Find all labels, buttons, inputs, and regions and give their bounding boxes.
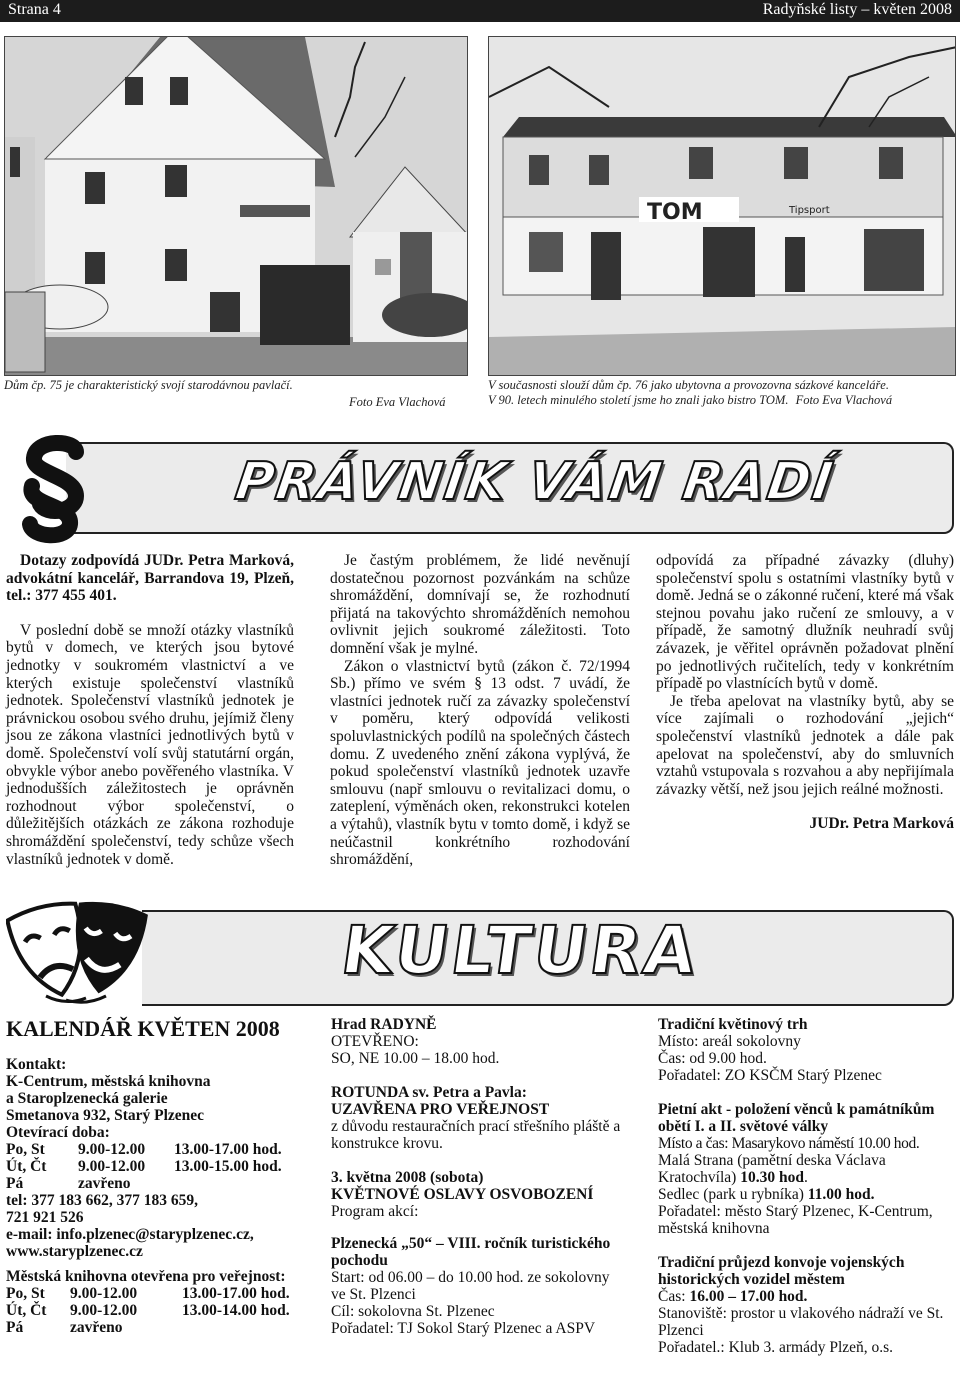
caption-right-line2: V 90. letech minulého století jsme ho znali jako bistro TOM. (488, 393, 789, 407)
photo-house-76 (488, 36, 956, 376)
trh-place: Místo: areál sokolovny (658, 1033, 801, 1050)
library-hours-row (6, 1302, 306, 1319)
library-hours-row (6, 1319, 306, 1336)
hours-morning: 9.00-12.00 (78, 1158, 146, 1175)
trh-organizer: Pořadatel: ZO KSČM Starý Plzenec (658, 1067, 882, 1084)
oslavy-title: KVĚTNOVÉ OSLAVY OSVOBOZENÍ (331, 1186, 594, 1203)
caption-left (4, 378, 468, 409)
kontakt-line1: K-Centrum, městská knihovna (6, 1073, 211, 1090)
pravnik-signature: JUDr. Petra Marková (809, 815, 954, 833)
pravnik-title: PRÁVNÍK VÁM RADÍ (231, 452, 839, 512)
events-middle (331, 1016, 627, 1337)
trh-title: Tradiční květinový trh (658, 1016, 808, 1033)
pravnik-col3-p1: odpovídá za případné závazky (dluhy) společenství spolu s ostatními vlastníky bytů v domě. Jedná se o zákonné ručení, které má však stejnou povahu jako ručení ze smlouvy, a v případě, že samotný dlužník neuhradí svůj závazek, je věřitel oprávněn požadovat plnění po jednotlivých ručitelích, tedy v konkrétním případě po vlastnících bytů v domě. (656, 552, 954, 693)
library-hours-row (6, 1285, 306, 1302)
hours-day: Pá (6, 1319, 24, 1336)
pravnik-col2-p2: Zákon o vlastnictví bytů (zákon č. 72/1994 Sb.) přímo ve svém § 13 odst. 7 uvádí, že vlastníci jednotek ručí za závazky společenství v poměru, který odpovídá velikosti spoluvlastnických podílů na společných částech domu. Z uvedeného znění zákona vyplývá, že pokud společenství vlastníků jednotek uzavře smlouvu (např smlouvu o revitalizaci domu, o zateplení, výměnách oken, rekonstrukci kotelen a výtahů), vlastník bytu v tomto domě, i když se neúčastnil konkrétního rozhodování shromáždění, (330, 657, 630, 869)
trh-time: Čas: od 9.00 hod. (658, 1050, 767, 1067)
kultura-title: KULTURA (336, 912, 704, 989)
contact-phone: tel: 377 183 662, 377 183 659, (6, 1192, 199, 1209)
hours-row (6, 1141, 306, 1158)
kontakt-label: Kontakt: (6, 1056, 67, 1073)
program-label: Program akcí: (331, 1203, 419, 1220)
hours-day: Po, St (6, 1285, 45, 1302)
contact-phone2: 721 921 526 (6, 1209, 84, 1226)
events-right (658, 1016, 954, 1356)
hrad-open: OTEVŘENO: (331, 1033, 419, 1050)
photo-house-75 (4, 36, 468, 376)
hours-afternoon: 13.00-15.00 hod. (174, 1158, 282, 1175)
issue-title: Radyňské listy – květen 2008 (762, 1, 952, 18)
caption-left-credit: Foto Eva Vlachová (349, 395, 446, 409)
pravnik-intro: Dotazy zodpovídá JUDr. Petra Marková, advokátní kancelář, Barrandova 19, Plzeň, tel.: 377 455 401. (6, 552, 294, 605)
hours-day: Út, Čt (6, 1302, 47, 1319)
hours-row (6, 1158, 306, 1175)
kontakt-line3: Smetanova 932, Starý Plzenec (6, 1107, 205, 1124)
rotunda-title: ROTUNDA sv. Petra a Pavla: (331, 1084, 527, 1101)
konvoj-organizer: Pořadatel.: Klub 3. armády Plzeň, o.s. (658, 1339, 894, 1356)
pietni-mala-strana-row: Malá Strana (pamětní deska Václava Kratochvíla) 10.30 hod. (658, 1152, 886, 1186)
pochod-start: Start: od 06.00 – do 10.00 hod. ze sokolovny ve St. Plzenci (331, 1269, 610, 1303)
rotunda-reason: z důvodu restauračních prací střešního pláště a konstrukce krovu. (331, 1118, 621, 1152)
page-number: Strana 4 (8, 1, 61, 18)
konvoj-title: Tradiční průjezd konvoje vojenských historických vozidel městem (658, 1254, 905, 1288)
hours-afternoon: 13.00-14.00 hod. (182, 1302, 290, 1319)
pietni-place: Místo a čas: Masarykovo náměstí 10.00 hod. (658, 1135, 920, 1152)
hours-row (6, 1175, 306, 1192)
caption-right (488, 378, 958, 408)
kalendar-contact (6, 1056, 306, 1336)
hours-morning: 9.00-12.00 (70, 1302, 138, 1319)
caption-right-line2-row (488, 393, 958, 408)
hours-afternoon: 13.00-17.00 hod. (182, 1285, 290, 1302)
rotunda-closed: UZAVŘENA PRO VEŘEJNOST (331, 1101, 550, 1118)
caption-right-line1: V současnosti slouží dům čp. 76 jako ubytovna a provozovna sázkové kanceláře. (488, 378, 889, 392)
pochod-title: Plzenecká „50“ – VIII. ročník turistického pochodu (331, 1235, 611, 1269)
pietni-title: Pietní akt - položení věnců k památníkům obětí I. a II. světové války (658, 1101, 935, 1135)
caption-left-text: Dům čp. 75 je charakteristický svojí starodávnou pavlačí. (4, 378, 293, 392)
hours-morning: 9.00-12.00 (78, 1141, 146, 1158)
pochod-cil: Cíl: sokolovna St. Plzenec (331, 1303, 495, 1320)
contact-web: www.staryplzenec.cz (6, 1243, 143, 1260)
hours-day: Pá (6, 1175, 24, 1192)
pietni-mala-strana-time: 10.30 hod (740, 1169, 804, 1186)
hours-day: Út, Čt (6, 1158, 47, 1175)
pravnik-col2-p1: Je častým problémem, že lidé nevěnují dostatečnou pozornost pozvánkám na schůze shromáždění, domnívají se, že rozhodnutí přijatá na takovýchto shromážděních nemohou ovlivnit jejich soukromé záležitosti. Toto domnění však je mylné. (330, 552, 630, 657)
pietni-mala-strana: Malá Strana (pamětní deska Václava Kratochvíla) (658, 1152, 886, 1186)
pietni-sedlec-time: 11.00 hod. (807, 1186, 875, 1203)
contact-email: e-mail: info.plzenec@staryplzenec.cz, (6, 1226, 254, 1243)
hours-day: Po, St (6, 1141, 45, 1158)
pravnik-col3 (656, 552, 954, 833)
theatre-masks-icon (6, 896, 156, 1011)
page-header (0, 0, 960, 22)
hours-afternoon: 13.00-17.00 hod. (174, 1141, 282, 1158)
hours-closed: zavřeno (78, 1175, 131, 1192)
hrad-title: Hrad RADYNĚ (331, 1016, 437, 1033)
konvoj-time-label: Čas: (658, 1288, 686, 1305)
library-hours-label: Městská knihovna otevřena pro veřejnost: (6, 1268, 286, 1285)
pravnik-col3-p2: Je třeba apelovat na vlastníky bytů, aby se více zajímali o rozhodování „jejich“ společenství vlastníků jednotek a dále pak apelovat na společenství, aby do smluvních vztahů vstupovala s rozvahou a aby nepřijímala závazky větší, než jsou jejich reálné možnosti. (656, 692, 954, 798)
sign-tipsport: Tipsport (789, 205, 830, 216)
caption-right-credit: Foto Eva Vlachová (795, 393, 893, 407)
pravnik-col1-text: V poslední době se množí otázky vlastníků bytů v domech, ve kterých jsou bytové jednotky v soukromém vlastnictví a ve kterých existuje společenství vlastníků jednotek. Společenství vlastníků jednotek je právnickou osobou svého druhu, jejímiž členy jsou ze zákona vlastníci jednotlivých bytů v domě. Společenství volí svůj statutární orgán, obvykle výbor anebo pověřeného vlastníka. V jednodušších záležitostech je oprávněn rozhodnout výbor společenství, o důležitějších otázkách ze zákona rozhoduje shromáždění společenství, tedy schůze všech vlastníků jednotek v domě. (6, 621, 294, 868)
kontakt-line2: a Staroplzenecká galerie (6, 1090, 168, 1107)
kalendar-title: KALENDÁŘ KVĚTEN 2008 (6, 1016, 280, 1041)
pietni-organizer: Pořadatel: město Starý Plzenec, K-Centrum, městská knihovna (658, 1203, 933, 1237)
paragraph-icon (6, 434, 102, 549)
konvoj-place: Stanoviště: prostor u vlakového nádraží ve St. Plzenci (658, 1305, 944, 1339)
hours-morning: 9.00-12.00 (70, 1285, 138, 1302)
opening-label: Otevírací doba: (6, 1124, 110, 1141)
konvoj-time: 16.00 – 17.00 hod. (689, 1288, 808, 1305)
pietni-sedlec-row (658, 1186, 954, 1203)
pravnik-col1 (6, 552, 294, 868)
hrad-hours: SO, NE 10.00 – 18.00 hod. (331, 1050, 500, 1067)
hours-closed: zavřeno (70, 1319, 123, 1336)
event-date: 3. května 2008 (sobota) (331, 1169, 484, 1186)
konvoj-time-row (658, 1288, 954, 1305)
pietni-sedlec: Sedlec (park u rybníka) (658, 1186, 804, 1203)
sign-tom: TOM (647, 200, 703, 225)
pravnik-col2 (330, 552, 630, 869)
pochod-organizer: Pořadatel: TJ Sokol Starý Plzenec a ASPV (331, 1320, 596, 1337)
